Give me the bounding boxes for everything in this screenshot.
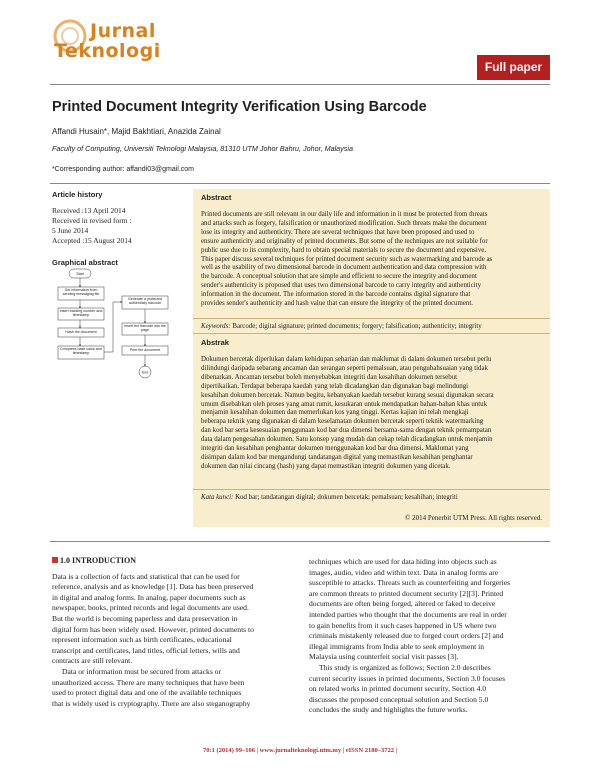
body-line: documents are often being forged, altered or faked to deceive xyxy=(309,599,496,609)
body-line: represent information such as birth certificates, educational xyxy=(52,635,232,645)
body-line: digital form has been widely used. However, printed documents to xyxy=(52,624,254,634)
flow-step5-label: Generate a protected authenticity barcode xyxy=(128,297,162,306)
flow-end-label: End xyxy=(141,370,149,375)
intro-right-text xyxy=(309,557,550,716)
body-line: reference, analysis and as knowledge [1]. Data has been preserved xyxy=(52,582,254,592)
abstrak-section xyxy=(201,338,542,472)
article-history-heading: Article history xyxy=(52,190,103,199)
body-divider xyxy=(50,541,550,542)
abstract-divider-3 xyxy=(193,489,550,490)
flow-step2-box xyxy=(59,309,103,320)
accepted-date: Accepted :15 August 2014 xyxy=(52,236,132,245)
body-line: current security issues in printed documents, Section 3.0 focuses xyxy=(309,673,506,683)
paper-authors: Affandi Husain*, Majid Bakhtiari, Anazida Zainal xyxy=(52,127,221,136)
section-heading-text: 1.0 INTRODUCTION xyxy=(60,556,137,565)
body-line: in digital and analog forms. In analog, paper documents such as xyxy=(52,592,246,602)
body-line: are common threats to printed document security [2][3]. Printed xyxy=(309,588,504,598)
keywords-label: Keywords: xyxy=(201,323,231,330)
abstrak-line: dan kod bar serta kesesuaian penggunaan kod bar dua dimensi bersama-sama dengan teknik pemampatan xyxy=(201,427,492,435)
body-line: This study is organized as follows; Section 2.0 describes xyxy=(319,662,491,672)
abstract-line: the barcode. A conceptual solution that are simple and efficient to secure the integrity and document xyxy=(201,273,477,281)
abstrak-line: beberapa teknik yang digunakan di dalam keselamatan dokumen bercetak seperti teknik watermarking xyxy=(201,418,484,426)
abstract-line: and attacks such as forgery, falsification or unauthorized modification. Such threats make the document xyxy=(201,219,487,227)
flow-step5-box xyxy=(123,297,167,309)
body-line: Data or information must be secured from attacks or xyxy=(62,666,221,676)
body-line: used to protect digital data and one of the available techniques xyxy=(52,688,242,698)
abstract-line: well as the usability of two dimensional barcode in document authentication and data compression with xyxy=(201,264,487,272)
section-marker-icon xyxy=(52,557,58,563)
abstract-line: sender's authenticity is proposed that uses two dimensional barcode to carry integrity and authenticity xyxy=(201,282,482,290)
journal-name-line1: Jurnal xyxy=(90,20,156,42)
flow-step6-box xyxy=(123,324,167,335)
abstract-line: provides sender's authenticity and hash value that can ensure the integrity of the printed document. xyxy=(201,300,473,308)
corresponding-author: *Corresponding author: affandi03@gmail.com xyxy=(52,166,195,173)
body-line: But the world is becoming paperless and data preservation in xyxy=(52,613,238,623)
body-line: Data is a collection of facts and statistical that can be used for xyxy=(52,571,240,581)
received-date: Received :13 April 2014 xyxy=(52,206,126,215)
flow-step6-label: Insert the barcode into the page xyxy=(124,324,166,333)
abstrak-line: dokumen dan nilai cincang (hash) yang dapat memastikan integriti dokumen yang dicetak. xyxy=(201,462,451,470)
body-line: illegal immigrants from India able to seek employment in xyxy=(309,641,485,651)
abstract-section xyxy=(201,193,542,309)
paper-title: Printed Document Integrity Verification Using Barcode xyxy=(52,99,427,115)
body-line: concludes the study and highlights the future works. xyxy=(309,705,468,715)
body-line: intended parties who thought that the documents are real in order xyxy=(309,609,507,619)
abstrak-line: data dalam pengesahan dokumen. Satu konsep yang mudah dan cekap telah dicadangkan untuk menjamin xyxy=(201,436,493,444)
revised-label: Received in revised form : xyxy=(52,216,132,225)
keywords-text: Barcode; digital signature; printed documents; forgery; falsification; authenticity; integrity xyxy=(232,323,482,330)
article-history xyxy=(52,206,186,246)
graphical-abstract-heading: Graphical abstract xyxy=(52,258,118,267)
flow-arrow-5 xyxy=(104,302,122,352)
abstract-box xyxy=(193,189,550,527)
body-line: on related works in printed document security, Section 4.0 xyxy=(309,684,487,694)
page-footer: 70:1 (2014) 99–106 | www.jurnalteknologi.utm.my | eISSN 2180–3722 | xyxy=(202,747,398,754)
body-line: newspaper, books, printed records and legal documents are used. xyxy=(52,603,249,613)
abstrak-line: dipertikaikan. Terdapat beberapa kaedah yang telah dicadangkan dan digunakan bagi melindungi xyxy=(201,382,469,390)
body-line: Malaysia using counterfeit social visit passes [3]. xyxy=(309,652,459,662)
flow-step3-box xyxy=(59,330,103,337)
body-line: transcript and certificates, land titles, official letters, wills and xyxy=(52,645,240,655)
paper-affiliation: Faculty of Computing, Universiti Teknologi Malaysia, 81310 UTM Johor Bahru, Johor, Malaysia xyxy=(52,144,353,153)
copyright-notice: © 2014 Penerbit UTM Press. All rights reserved. xyxy=(405,514,542,522)
abstract-divider-1 xyxy=(193,318,550,319)
abstract-line: lose its integrity and authenticity. There are several techniques that have been proposed and used to xyxy=(201,228,475,236)
body-line: that is widely used is cryptography. There are also steganography xyxy=(52,698,251,708)
abstrak-line: menjamin kesahihan dokumen dan memerlukan kos yang tinggi. Kertas kajian ini telah mengkaji xyxy=(201,409,469,417)
abstrak-line: Dokumen bercetak diperlukan dalam kehidupan seharian dan maklumat di dalam dokumen tersebut perlu xyxy=(201,356,492,363)
abstrak-heading: Abstrak xyxy=(201,338,229,347)
body-line: contracts are still relevant. xyxy=(52,656,133,666)
intro-left-text xyxy=(52,572,293,710)
abstrak-line: integriti dan kesahihan penghantar dokumen menggunakan kod bar dua dimensi. Maklumat yang xyxy=(201,445,469,453)
abstrak-line: kesahihan dokumen bercetak. Namun begitu, kebanyakan kaedah tersebut kurang sesuai digunakan secara xyxy=(201,391,494,399)
body-line: to gain benefits from it such cases happened in US where two xyxy=(309,620,497,630)
journal-name-line2: Teknologi xyxy=(54,40,161,62)
revised-date: 5 June 2014 xyxy=(52,226,89,235)
abstract-divider-2 xyxy=(193,333,550,334)
flow-step7-label: Print the document xyxy=(129,348,161,352)
abstrak-line: dilindungi daripada sebarang ancaman dan serangan seperti pemalsuan, atau pengubahsuaian yang tidak xyxy=(201,364,489,372)
body-right-column xyxy=(309,557,550,716)
body-line: unauthorized access. There are many techniques that have been xyxy=(52,677,245,687)
body-line: discusses the proposed conceptual solution and Section 5.0 xyxy=(309,694,489,704)
flow-step7-box xyxy=(123,348,167,355)
abstrak-text xyxy=(201,356,542,472)
article-sidebar xyxy=(52,190,186,267)
abstract-line: This paper discuss several techniques for printed document security such as watermarking and barcode as xyxy=(201,255,493,263)
header-divider xyxy=(50,84,550,85)
abstract-heading: Abstract xyxy=(201,193,232,202)
abstrak-line: dibenarkan. Ancaman tersebut boleh menyebabkan integriti dan kesahihan dokumen tersebut xyxy=(201,373,458,381)
abstract-text xyxy=(201,211,542,309)
flow-step4-label: Compress hash value and timestamp xyxy=(60,347,102,356)
kata-kunci-label: Kata kunci: xyxy=(201,494,234,501)
full-paper-badge: Full paper xyxy=(477,55,550,80)
kata-kunci-line xyxy=(201,493,542,502)
body-line: susceptible to attacks. Threats such as counterfeiting and forgeries xyxy=(309,578,511,588)
flow-step2-label: Insert tracking number and timestamp xyxy=(59,309,103,318)
section-heading xyxy=(52,556,293,567)
body-left-column xyxy=(52,556,293,709)
flow-step1-label: Get information from sending messaging file xyxy=(62,288,100,297)
kata-kunci-text: Kod bar; tandatangan digital; dokumen bercetak; pemalsuan; kesahihan; integriti xyxy=(235,494,458,501)
journal-logo xyxy=(52,18,162,66)
abstract-line: Printed documents are still relevant in our daily life and information in it must be protected from threats xyxy=(201,211,488,218)
abstrak-line: disimpan dalam kod bar mengandungi tandatangan digital yang memastikan kesahihan penghantar xyxy=(201,453,473,461)
abstract-line: ensure authenticity and originality of printed documents. But some of the techniques are not suitable for xyxy=(201,237,488,245)
flow-step4-box xyxy=(59,347,103,359)
graphical-abstract-flowchart xyxy=(52,265,192,435)
body-line: techniques which are used for data hiding into objects such as xyxy=(309,557,497,566)
flow-step1-box xyxy=(59,288,103,300)
abstract-line: information in the document. The information stored in the barcode contains digital signature that xyxy=(201,291,471,299)
keywords-line xyxy=(201,322,542,331)
meta-divider xyxy=(50,183,550,184)
body-line: criminals mistakenly released due to forged court orders [2] and xyxy=(309,631,504,641)
abstrak-line: umum disebabkan oleh proses yang amat rumit, kesukaran untuk mendapatkan bahan-bahan khas untuk xyxy=(201,400,488,408)
flow-step3-label: Hash the document xyxy=(65,330,97,334)
abstract-line: public use due to its complexity, hard to obtain special materials to secure the document and expensive. xyxy=(201,246,487,254)
body-line: images, audio, video and within text. Data in analog forms are xyxy=(309,567,499,577)
flow-start-label: Start xyxy=(76,272,84,276)
